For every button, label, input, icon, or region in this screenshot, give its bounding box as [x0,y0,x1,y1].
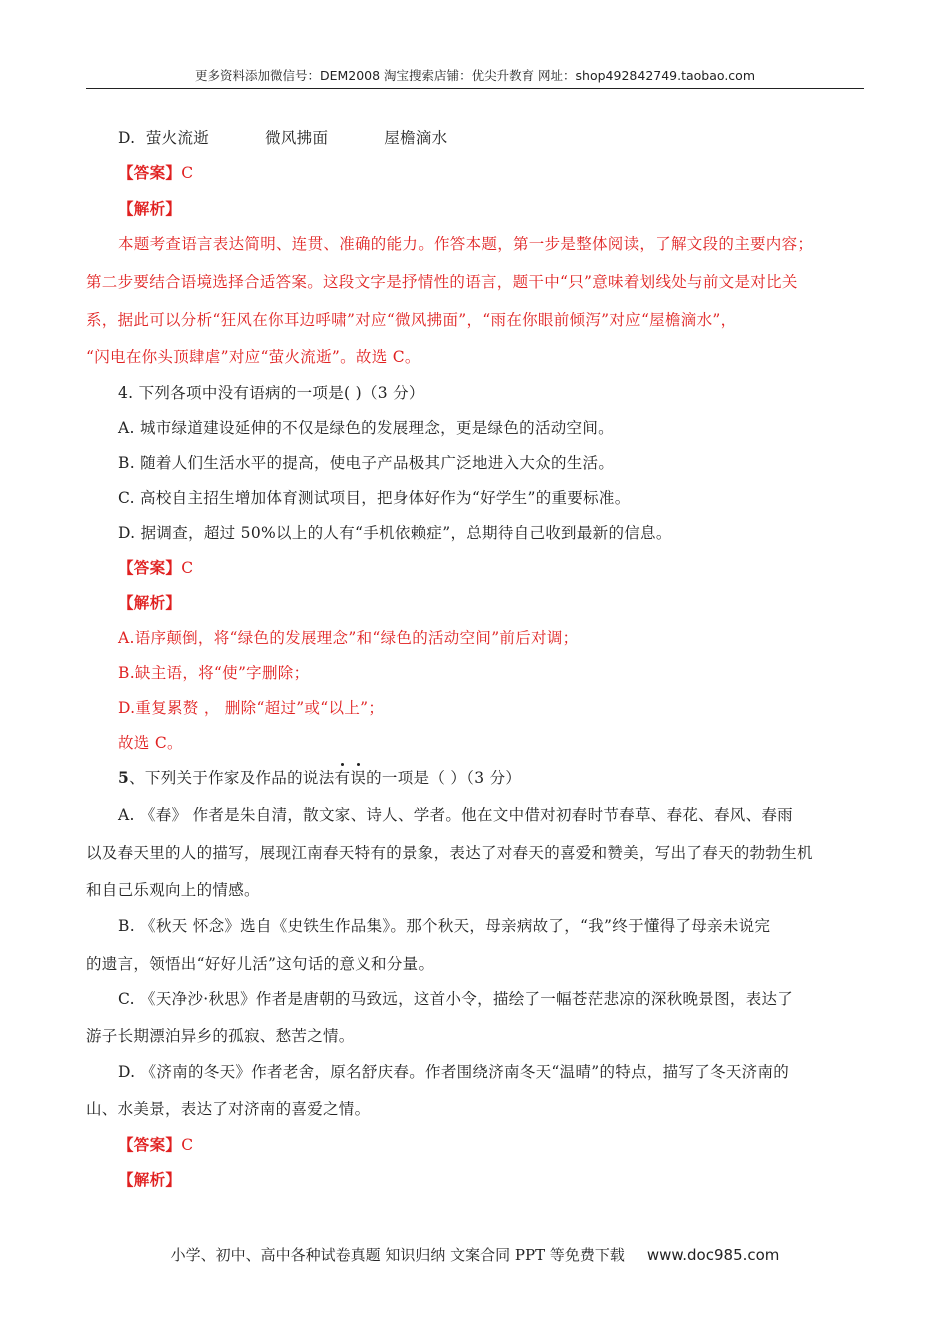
answer-value: C [181,559,194,577]
analysis-line: 故选 C。 [118,734,183,752]
answer-value: C [181,164,194,182]
option-item: 萤火流逝 [145,129,210,147]
q5-text-line: A. 《春》 作者是朱自清，散文家、诗人、学者。他在文中借对初春时节春草、春花、春风、春雨 [118,806,793,824]
q5-text-line: D. 《济南的冬天》作者老舍，原名舒庆春。作者围绕济南冬天“温晴”的特点，描写了冬天济南的 [118,1063,790,1081]
q3-analysis-tag [118,198,864,220]
q4-stem: 4. 下列各项中没有语病的一项是( )（3 分） [118,384,425,402]
q5-answer [118,1134,864,1156]
q5-text-line: 以及春天里的人的描写，展现江南春天特有的景象，表达了对春天的喜爱和赞美，写出了春天的勃勃生机 [86,844,813,862]
q5-text-line: 游子长期漂泊异乡的孤寂、愁苦之情。 [86,1027,355,1045]
page-footer [86,1244,864,1266]
q4-option: C. 高校自主招生增加体育测试项目，把身体好作为“好学生”的重要标准。 [118,489,631,507]
stem-text: 、下列关于作家及作品的说法 [129,769,335,787]
analysis-line: 第二步要结合语境选择合适答案。这段文字是抒情性的语言，题干中“只”意味着划线处与前文是对比关 [86,273,798,291]
analysis-line: “闪电在你头顶肆虐”对应“萤火流逝”。故选 C。 [86,348,421,366]
q4-option: B. 随着人们生活水平的提高，使电子产品极其广泛地进入大众的生活。 [118,454,615,472]
q5-stem [118,767,864,789]
analysis-tag: 【解析】 [118,593,182,612]
q5-text-line: B. 《秋天 怀念》选自《史铁生作品集》。那个秋天，母亲病故了，“我”终于懂得了母亲未说完 [118,917,771,935]
analysis-tag: 【解析】 [118,1170,182,1189]
stem-text: 的一项是（ ）（3 分） [366,769,522,787]
header-divider [86,88,864,89]
q5-text-line: 山、水美景，表达了对济南的喜爱之情。 [86,1100,371,1118]
answer-tag: 【答案】 [118,1135,182,1154]
question-number: 5 [118,768,130,787]
option-item: 微风拂面 [265,129,329,147]
analysis-line: 本题考查语言表达简明、连贯、准确的能力。作答本题，第一步是整体阅读，了解文段的主要内容； [118,235,814,253]
option-label: D. [118,129,136,147]
answer-value: C [181,1136,194,1154]
q5-analysis-tag [118,1169,864,1191]
answer-tag: 【答案】 [118,558,182,577]
q4-answer [118,557,864,579]
emphasis-char: 有 [334,769,351,787]
q4-option: D. 据调查，超过 50%以上的人有“手机依赖症”，总期待自己收到最新的信息。 [118,524,672,542]
analysis-line: D.重复累赘 ， 删除“超过”或“以上”； [118,699,385,717]
footer-link[interactable]: www.doc985.com [646,1246,780,1264]
footer-text: 小学、初中、高中各种试卷真题 知识归纳 文案合同 PPT 等免费下载 [170,1246,625,1264]
analysis-line: 系，据此可以分析“狂风在你耳边呼啸”对应“微风拂面”，“雨在你眼前倾泻”对应“屋檐滴水”， [86,311,737,329]
emphasis-char: 误 [350,769,367,787]
q5-text-line: 和自己乐观向上的情感。 [86,881,260,899]
q4-option: A. 城市绿道建设延伸的不仅是绿色的发展理念，更是绿色的活动空间。 [118,419,614,437]
answer-tag: 【答案】 [118,163,182,182]
analysis-line: B.缺主语，将“使”字删除； [118,664,310,682]
q3-answer [118,162,864,184]
analysis-tag: 【解析】 [118,199,182,218]
q4-analysis-tag [118,592,864,614]
page-header: 更多资料添加微信号：DEM2008 淘宝搜索店铺：优尖升教育 网址：shop492842749.taobao.com [194,68,756,83]
q3-option-d [118,127,864,149]
q5-text-line: C. 《天净沙·秋思》作者是唐朝的马致远，这首小令，描绘了一幅苍茫悲凉的深秋晚景图，表达了 [118,990,794,1008]
option-item: 屋檐滴水 [384,129,448,147]
q5-text-line: 的遗言，领悟出“好好儿活”这句话的意义和分量。 [86,955,435,973]
analysis-line: A.语序颠倒，将“绿色的发展理念”和“绿色的活动空间”前后对调； [118,629,579,647]
